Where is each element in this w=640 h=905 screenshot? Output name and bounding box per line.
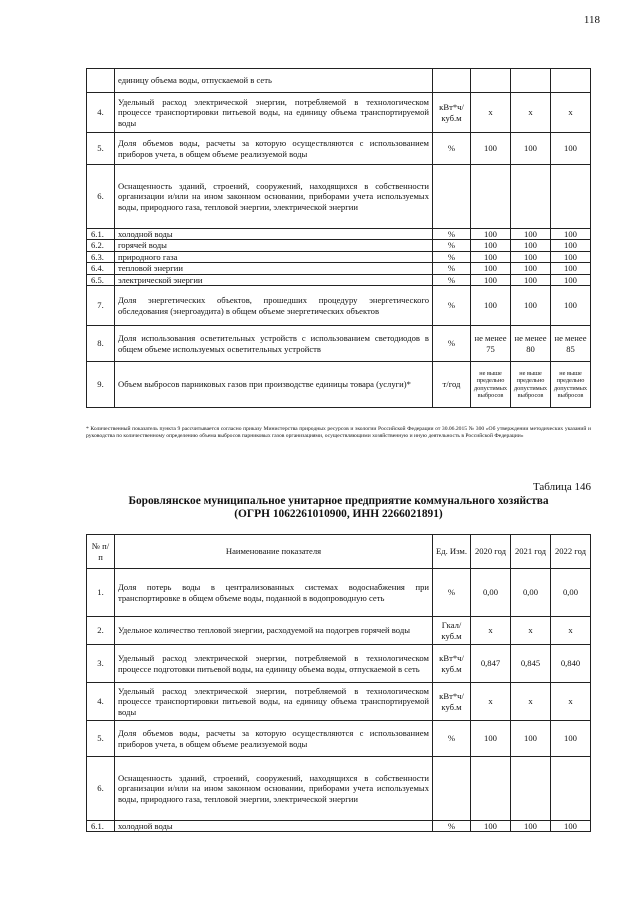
value-2021: x <box>511 93 551 133</box>
value-2021: 100 <box>511 133 551 165</box>
table-row <box>87 362 591 408</box>
value-2021: 100 <box>511 263 551 274</box>
value-2022: не менее 85 <box>551 326 591 362</box>
value-2020: 100 <box>471 821 511 832</box>
indicator-name: Доля потерь воды в централизованных системах водоснабжения при транспортировке в общем объеме воды, поданной в водопроводную сеть <box>115 569 433 617</box>
table-row <box>87 617 591 645</box>
value-2021: 100 <box>511 240 551 251</box>
unit <box>433 165 471 229</box>
value-2020: 100 <box>471 251 511 262</box>
header-unit: Ед. Изм. <box>433 535 471 569</box>
unit: кВт*ч/куб.м <box>433 683 471 721</box>
indicator-name: тепловой энергии <box>115 263 433 274</box>
value-2022: 100 <box>551 286 591 326</box>
row-number: 8. <box>87 326 115 362</box>
value-2020: 100 <box>471 721 511 757</box>
value-2021: не менее 80 <box>511 326 551 362</box>
value-2020 <box>471 165 511 229</box>
header-2021: 2021 год <box>511 535 551 569</box>
value-2022: x <box>551 93 591 133</box>
value-2022: 100 <box>551 821 591 832</box>
value-2020: 0,847 <box>471 645 511 683</box>
row-number: 5. <box>87 133 115 165</box>
row-number: 6.2. <box>87 240 115 251</box>
table-row <box>87 286 591 326</box>
value-2021: 100 <box>511 821 551 832</box>
unit: кВт*ч/куб.м <box>433 645 471 683</box>
table-row <box>87 274 591 285</box>
value-2021 <box>511 757 551 821</box>
value-2020: не выше предельно допустимых выбросов <box>471 362 511 408</box>
indicator-name: Оснащенность зданий, строений, сооружений, находящихся в собственности организации и/или на ином законном основании, приборами учета используемых воды, природного газа, тепловой энергии, электрической энергии <box>115 757 433 821</box>
indicator-name: Удельный расход электрической энергии, потребляемой в технологическом процессе транспортировки питьевой воды, на единицу объема транспортируемой воды <box>115 683 433 721</box>
unit: % <box>433 240 471 251</box>
indicator-name: Удельное количество тепловой энергии, расходуемой на подогрев горячей воды <box>115 617 433 645</box>
row-number: 6.1. <box>87 229 115 240</box>
title-line-2: (ОГРН 1062261010900, ИНН 2266021891) <box>234 508 443 520</box>
value-2020: не менее 75 <box>471 326 511 362</box>
value-2020: 100 <box>471 133 511 165</box>
row-number: 6.3. <box>87 251 115 262</box>
value-2021: 0,00 <box>511 569 551 617</box>
value-2020: 0,00 <box>471 569 511 617</box>
value-2022: 0,00 <box>551 569 591 617</box>
value-2022 <box>551 757 591 821</box>
value-2021: 100 <box>511 229 551 240</box>
value-2022: 0,840 <box>551 645 591 683</box>
value-2020: x <box>471 93 511 133</box>
table-row <box>87 251 591 262</box>
table-header-row <box>87 535 591 569</box>
value-2022: x <box>551 683 591 721</box>
value-2021: x <box>511 617 551 645</box>
value-2021: 0,845 <box>511 645 551 683</box>
indicator-name: Оснащенность зданий, строений, сооружений, находящихся в собственности организации и/или на ином законном основании, приборами учета используемых воды, природного газа, тепловой энергии, электрической энергии <box>115 165 433 229</box>
unit: % <box>433 229 471 240</box>
value-2022: 100 <box>551 251 591 262</box>
table-row <box>87 821 591 832</box>
row-number: 4. <box>87 683 115 721</box>
value-2021: x <box>511 683 551 721</box>
value-2021: 100 <box>511 251 551 262</box>
table-row <box>87 229 591 240</box>
page-number: 118 <box>583 14 600 26</box>
indicator-name: холодной воды <box>115 821 433 832</box>
header-2020: 2020 год <box>471 535 511 569</box>
table-row <box>87 645 591 683</box>
value-2022 <box>551 165 591 229</box>
value-2020 <box>471 69 511 93</box>
value-2020: x <box>471 617 511 645</box>
value-2021: не выше предельно допустимых выбросов <box>511 362 551 408</box>
row-number: 6. <box>87 757 115 821</box>
table-row <box>87 69 591 93</box>
table-row <box>87 263 591 274</box>
value-2020: 100 <box>471 286 511 326</box>
unit: % <box>433 569 471 617</box>
row-number: 4. <box>87 93 115 133</box>
row-number: 2. <box>87 617 115 645</box>
table-number: Таблица 146 <box>532 481 591 493</box>
row-number: 3. <box>87 645 115 683</box>
unit: % <box>433 286 471 326</box>
row-number: 9. <box>87 362 115 408</box>
value-2022: 100 <box>551 263 591 274</box>
value-2020: 100 <box>471 274 511 285</box>
header-number: № п/п <box>87 535 115 569</box>
unit: Гкал/куб.м <box>433 617 471 645</box>
row-number <box>87 69 115 93</box>
value-2022: 100 <box>551 274 591 285</box>
table-row <box>87 683 591 721</box>
indicator-name: холодной воды <box>115 229 433 240</box>
footnote: * Количественный показатель пункта 9 рассчитывается согласно приказу Министерства природных ресурсов и экологии Российской Федерации от 30.06.2015 № 300 «Об утверждении методических указаний и руководства по количественному определению объема выбросов парниковых газов организациями, осуществляющими хозяйственную и иную деятельность в Российской Федерации» <box>86 426 591 440</box>
value-2021: 100 <box>511 286 551 326</box>
unit: кВт*ч/куб.м <box>433 93 471 133</box>
table-row <box>87 93 591 133</box>
row-number: 1. <box>87 569 115 617</box>
unit: т/год <box>433 362 471 408</box>
indicator-name: электрической энергии <box>115 274 433 285</box>
table-row <box>87 326 591 362</box>
value-2022: 100 <box>551 721 591 757</box>
unit <box>433 757 471 821</box>
table-row <box>87 721 591 757</box>
indicator-name: Доля энергетических объектов, прошедших процедуру энергетического обследования (энергоаудита) в общем объеме энергетических объектов <box>115 286 433 326</box>
table-row <box>87 133 591 165</box>
unit: % <box>433 263 471 274</box>
value-2020: 100 <box>471 229 511 240</box>
indicator-name: Доля объемов воды, расчеты за которую осуществляются с использованием приборов учета, в общем объеме реализуемой воды <box>115 133 433 165</box>
row-number: 6. <box>87 165 115 229</box>
header-indicator-name: Наименование показателя <box>115 535 433 569</box>
value-2021 <box>511 165 551 229</box>
unit <box>433 69 471 93</box>
unit: % <box>433 821 471 832</box>
row-number: 6.5. <box>87 274 115 285</box>
value-2022: 100 <box>551 229 591 240</box>
indicator-name: Доля использования осветительных устройств с использованием светодиодов в общем объеме используемых осветительных устройств <box>115 326 433 362</box>
indicator-name: Доля объемов воды, расчеты за которую осуществляются с использованием приборов учета, в общем объеме реализуемой воды <box>115 721 433 757</box>
value-2021 <box>511 69 551 93</box>
table-row <box>87 757 591 821</box>
row-number: 6.4. <box>87 263 115 274</box>
value-2021: 100 <box>511 274 551 285</box>
unit: % <box>433 721 471 757</box>
table-row <box>87 240 591 251</box>
indicators-table-continued <box>86 68 591 408</box>
organization-title <box>86 495 591 521</box>
unit: % <box>433 251 471 262</box>
row-number: 6.1. <box>87 821 115 832</box>
unit: % <box>433 274 471 285</box>
header-2022: 2022 год <box>551 535 591 569</box>
unit: % <box>433 326 471 362</box>
table-row <box>87 165 591 229</box>
value-2020 <box>471 757 511 821</box>
row-number: 7. <box>87 286 115 326</box>
value-2021: 100 <box>511 721 551 757</box>
value-2020: 100 <box>471 263 511 274</box>
title-line-1: Боровлянское муниципальное унитарное предприятие коммунального хозяйства <box>128 495 549 507</box>
unit: % <box>433 133 471 165</box>
indicator-name: Объем выбросов парниковых газов при производстве единицы товара (услуги)* <box>115 362 433 408</box>
indicator-name: Удельный расход электрической энергии, потребляемой в технологическом процессе подготовки питьевой воды, на единицу объема воды, отпускаемой в сеть <box>115 645 433 683</box>
indicator-name: Удельный расход электрической энергии, потребляемой в технологическом процессе транспортировки питьевой воды, на единицу объема транспортируемой воды <box>115 93 433 133</box>
indicators-table-146 <box>86 534 591 832</box>
indicator-name: природного газа <box>115 251 433 262</box>
row-number: 5. <box>87 721 115 757</box>
value-2020: 100 <box>471 240 511 251</box>
value-2022: 100 <box>551 133 591 165</box>
value-2020: x <box>471 683 511 721</box>
value-2022: не выше предельно допустимых выбросов <box>551 362 591 408</box>
table-row <box>87 569 591 617</box>
value-2022 <box>551 69 591 93</box>
indicator-name: единицу объема воды, отпускаемой в сеть <box>115 69 433 93</box>
value-2022: x <box>551 617 591 645</box>
indicator-name: горячей воды <box>115 240 433 251</box>
value-2022: 100 <box>551 240 591 251</box>
